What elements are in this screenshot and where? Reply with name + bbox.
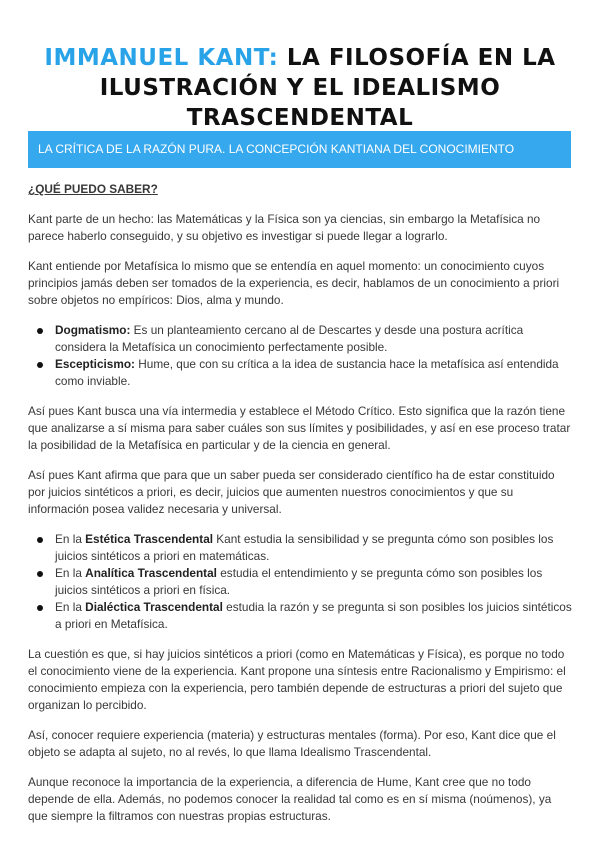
positions-list: [28, 322, 573, 390]
paragraph-6: Así, conocer requiere experiencia (materia) y estructuras mentales (forma). Por eso, Kant dice que el objeto se adapta al sujeto, no al revés, lo que llama Idealismo Trascendental.: [28, 728, 556, 759]
paragraph-3: Así pues Kant busca una vía intermedia y establece el Método Crítico. Esto significa que la razón tiene que analizarse a sí misma para saber cuáles son sus límites y posibilidades, y así en ese proceso tratar la posibilidad de la Metafísica en particular y de la ciencia en general.: [28, 404, 571, 452]
list-term: Escepticismo:: [55, 357, 135, 371]
list-prefix: En la: [55, 532, 86, 546]
list-item: [28, 356, 573, 390]
list-term: Estética Trascendental: [85, 532, 214, 546]
paragraph-2: Kant entiende por Metafísica lo mismo que se entendía en aquel momento: un conocimiento cuyos principios jamás deben ser tomados de la experiencia, es decir, hablamos de un conocimiento a priori sobre objetos no empíricos: Dios, alma y mundo.: [28, 259, 560, 307]
paragraph-4: Así pues Kant afirma que para que un saber pueda ser considerado científico ha de estar constituido por juicios sintéticos a priori, es decir, juicios que aumenten nuestros conocimientos y que su información posea validez necesaria y universal.: [28, 468, 555, 516]
bullet-icon: [37, 605, 43, 611]
list-text: estudia el entendimiento y se pregunta cómo son posibles los juicios sintéticos a priori en física.: [55, 566, 543, 597]
document-body: [28, 181, 573, 838]
title-rest: LA FILOSOFÍA EN LA ILUSTRACIÓN Y EL IDEALISMO TRASCENDENTAL: [99, 45, 556, 132]
bullet-icon: [37, 362, 43, 368]
list-item: [28, 599, 573, 633]
list-text: Hume, que con su crítica a la idea de sustancia hace la metafísica así entendida como inviable.: [55, 357, 559, 388]
bullet-icon: [37, 571, 43, 577]
list-item: [28, 531, 573, 565]
list-prefix: En la: [55, 566, 86, 580]
list-term: Analítica Trascendental: [85, 566, 217, 580]
page-title: [20, 43, 580, 133]
list-item: [28, 322, 573, 356]
list-term: Dogmatismo:: [55, 323, 131, 337]
paragraph-7: Aunque reconoce la importancia de la experiencia, a diferencia de Hume, Kant cree que no todo depende de ella. Además, no podemos conocer la realidad tal como es en sí misma (noúmenos), ya que siempre la filtramos con nuestras propias estructuras.: [28, 775, 552, 823]
bullet-icon: [37, 328, 43, 334]
list-prefix: En la: [55, 600, 86, 614]
list-text: Kant estudia la sensibilidad y se pregunta cómo son posibles los juicios sintéticos a priori en matemáticas.: [55, 532, 554, 563]
list-item: [28, 565, 573, 599]
list-text: Es un planteamiento cercano al de Descartes y desde una postura acrítica considera la Metafísica un conocimiento perfectamente posible.: [55, 323, 524, 354]
title-accent: IMMANUEL KANT:: [44, 45, 279, 72]
paragraph-5: La cuestión es que, si hay juicios sintéticos a priori (como en Matemáticas y Física), es porque no todo el conocimiento viene de la experiencia. Kant propone una síntesis entre Racionalismo y Empirismo: el conocimiento empieza con la experiencia, pero también depende de estructuras a priori del sujeto que organizan lo percibido.: [28, 647, 566, 712]
section-question: ¿QUÉ PUEDO SABER?: [28, 182, 158, 196]
paragraph-1: Kant parte de un hecho: las Matemáticas y la Física son ya ciencias, sin embargo la Metafísica no parece haberlo conseguido, y su objetivo es investigar si puede llegar a lograrlo.: [28, 212, 541, 243]
bullet-icon: [37, 537, 43, 543]
section-banner: LA CRÍTICA DE LA RAZÓN PURA. LA CONCEPCIÓN KANTIANA DEL CONOCIMIENTO: [28, 131, 571, 168]
list-text: estudia la razón y se pregunta si son posibles los juicios sintéticos a priori en Metafísica.: [55, 600, 572, 631]
list-term: Dialéctica Trascendental: [85, 600, 223, 614]
critique-parts-list: [28, 531, 573, 633]
